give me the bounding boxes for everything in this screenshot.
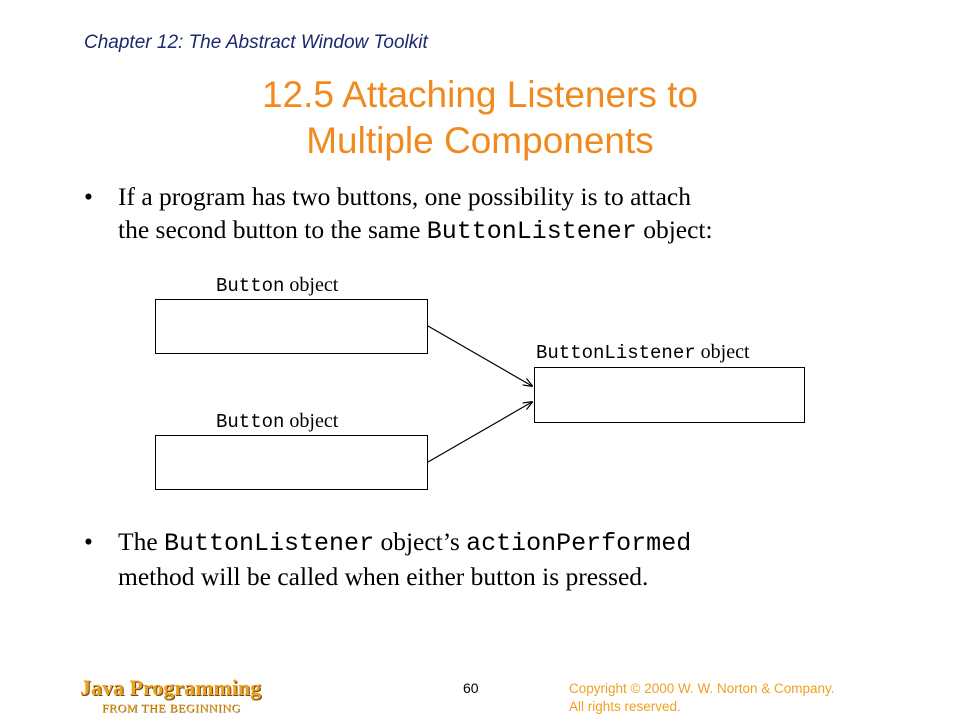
listener-label-code: ButtonListener — [536, 342, 696, 364]
button-1-label-code: Button — [216, 275, 285, 297]
bullet-2-text — [118, 525, 878, 593]
slide-title-line-1: 12.5 Attaching Listeners to — [261, 74, 699, 115]
button-1-box — [155, 299, 428, 354]
button-1-label-word: object — [284, 274, 339, 296]
slide-title — [0, 72, 960, 164]
footer-brand — [80, 675, 310, 716]
brand-subtitle: FROM THE BEGINNING — [102, 701, 241, 715]
button-2-box — [155, 435, 428, 490]
listener-label-word: object — [695, 341, 750, 363]
bullet-1-line-1: If a program has two buttons, one possibility is to attach — [118, 182, 691, 211]
bullet-1-line-2-end: object: — [636, 215, 713, 244]
code-actionperformed: actionPerformed — [466, 529, 692, 558]
button-1-label — [216, 274, 338, 297]
copyright-line-2: All rights reserved. — [569, 699, 681, 714]
button-2-label-code: Button — [216, 411, 285, 433]
bullet-2-line-2: method will be called when either button is pressed. — [118, 562, 649, 591]
bullet-1-line-2-text: the second button to the same — [118, 215, 427, 244]
copyright-notice — [569, 680, 835, 716]
copyright-line-1: Copyright © 2000 W. W. Norton & Company. — [569, 681, 835, 696]
page-number: 60 — [463, 680, 479, 696]
bullet-2-line-1 — [118, 525, 878, 560]
listener-box — [534, 367, 805, 423]
bullet-marker: • — [84, 527, 93, 556]
code-buttonlistener: ButtonListener — [426, 217, 637, 246]
button-2-label-word: object — [284, 410, 339, 432]
bullet-2-line-1-mid: object’s — [374, 527, 467, 556]
arrow-button-2-to-listener — [428, 402, 532, 462]
bullet-1-text — [118, 180, 878, 248]
listener-label — [536, 341, 750, 364]
bullet-marker: • — [84, 182, 93, 211]
bullet-1-line-2 — [118, 213, 878, 248]
chapter-header: Chapter 12: The Abstract Window Toolkit — [84, 32, 428, 53]
arrow-button-1-to-listener — [428, 326, 532, 386]
slide-title-line-2: Multiple Components — [306, 120, 654, 161]
brand-logo-text: Java Programming — [80, 675, 262, 700]
bullet-2-line-1-start: The — [118, 527, 165, 556]
button-2-label — [216, 410, 338, 433]
code-buttonlistener: ButtonListener — [164, 529, 375, 558]
